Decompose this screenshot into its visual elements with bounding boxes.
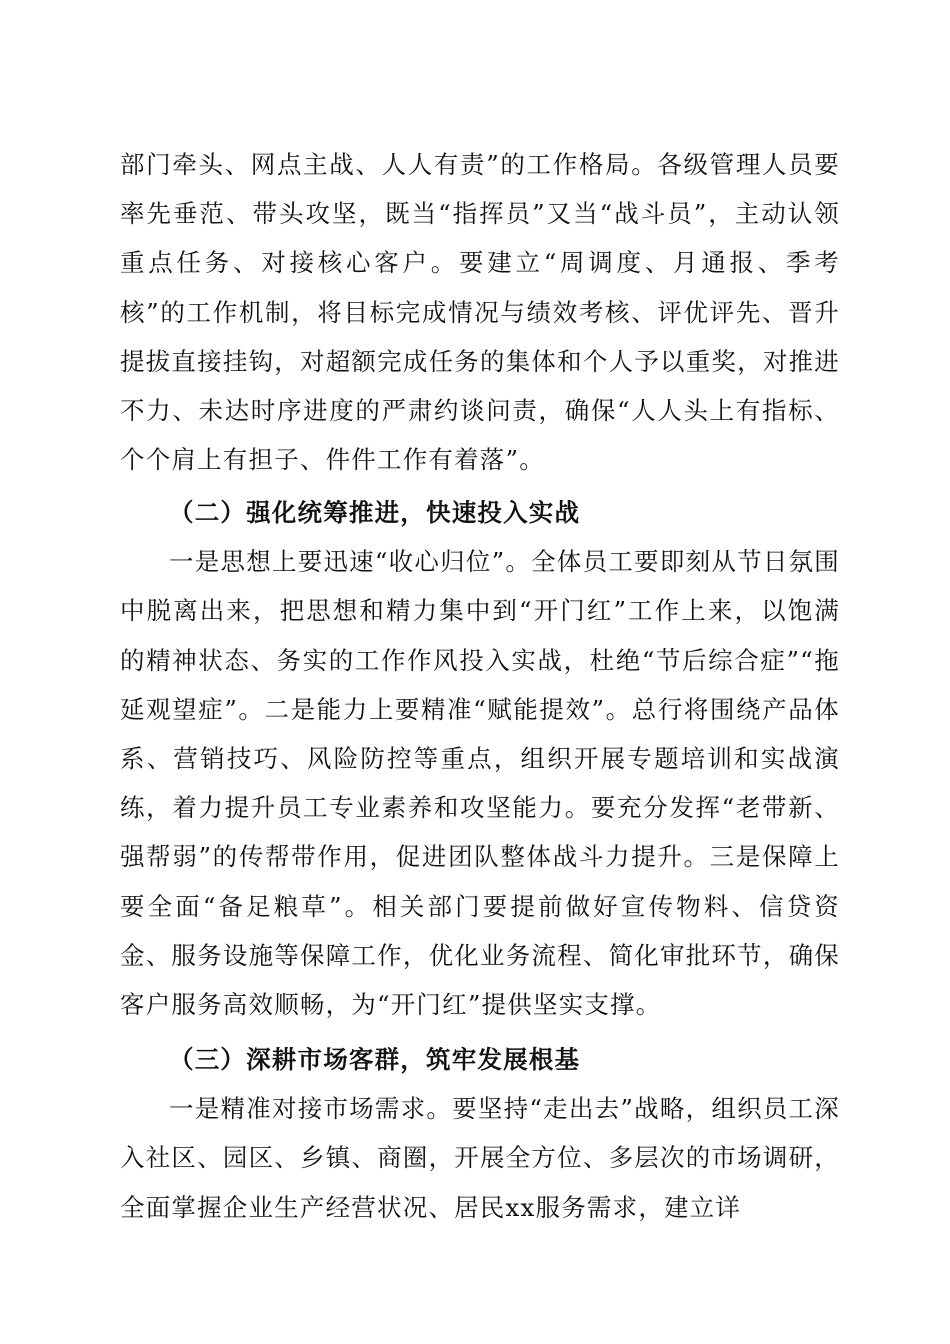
section-heading: （三）深耕市场客群，筑牢发展根基 bbox=[169, 1045, 581, 1074]
section-three bbox=[120, 1035, 840, 1232]
body-paragraph: 一是精准对接市场需求。要坚持“走出去”战略，组织员工深入社区、园区、乡镇、商圈，开展全方位、多层次的市场调研，全面掌握企业生产经营状况、居民xx服务需求，建立详 bbox=[120, 1094, 840, 1222]
section-heading: （二）强化统筹推进，快速投入实战 bbox=[169, 498, 581, 527]
body-paragraph: 部门牵头、网点主战、人人有责”的工作格局。各级管理人员要率先垂范、带头攻坚，既当“指挥员”又当“战斗员”，主动认领重点任务、对接核心客户。要建立“周调度、月通报、季考核”的工作机制，将目标完成情况与绩效考核、评优评先、晋升提拔直接挂钩，对超额完成任务的集体和个人予以重奖，对推进不力、未达时序进度的严肃约谈问责，确保“人人头上有指标、个个肩上有担子、件件工作有着落”。 bbox=[120, 150, 840, 475]
section-two bbox=[120, 488, 840, 1029]
body-paragraph: 一是思想上要迅速“收心归位”。全体员工要即刻从节日氛围中脱离出来，把思想和精力集中到“开门红”工作上来，以饱满的精神状态、务实的工作作风投入实战，杜绝“节后综合症”“拖延观望症”。二是能力上要精准“赋能提效”。总行将围绕产品体系、营销技巧、风险防控等重点，组织开展专题培训和实战演练，着力提升员工专业素养和攻坚能力。要充分发挥“老带新、强帮弱”的传帮带作用，促进团队整体战斗力提升。三是保障上要全面“备足粮草”。相关部门要提前做好宣传物料、信贷资金、服务设施等保障工作，优化业务流程、简化审批环节，确保客户服务高效顺畅，为“开门红”提供坚实支撑。 bbox=[120, 547, 840, 1020]
section-continuation bbox=[120, 140, 840, 484]
